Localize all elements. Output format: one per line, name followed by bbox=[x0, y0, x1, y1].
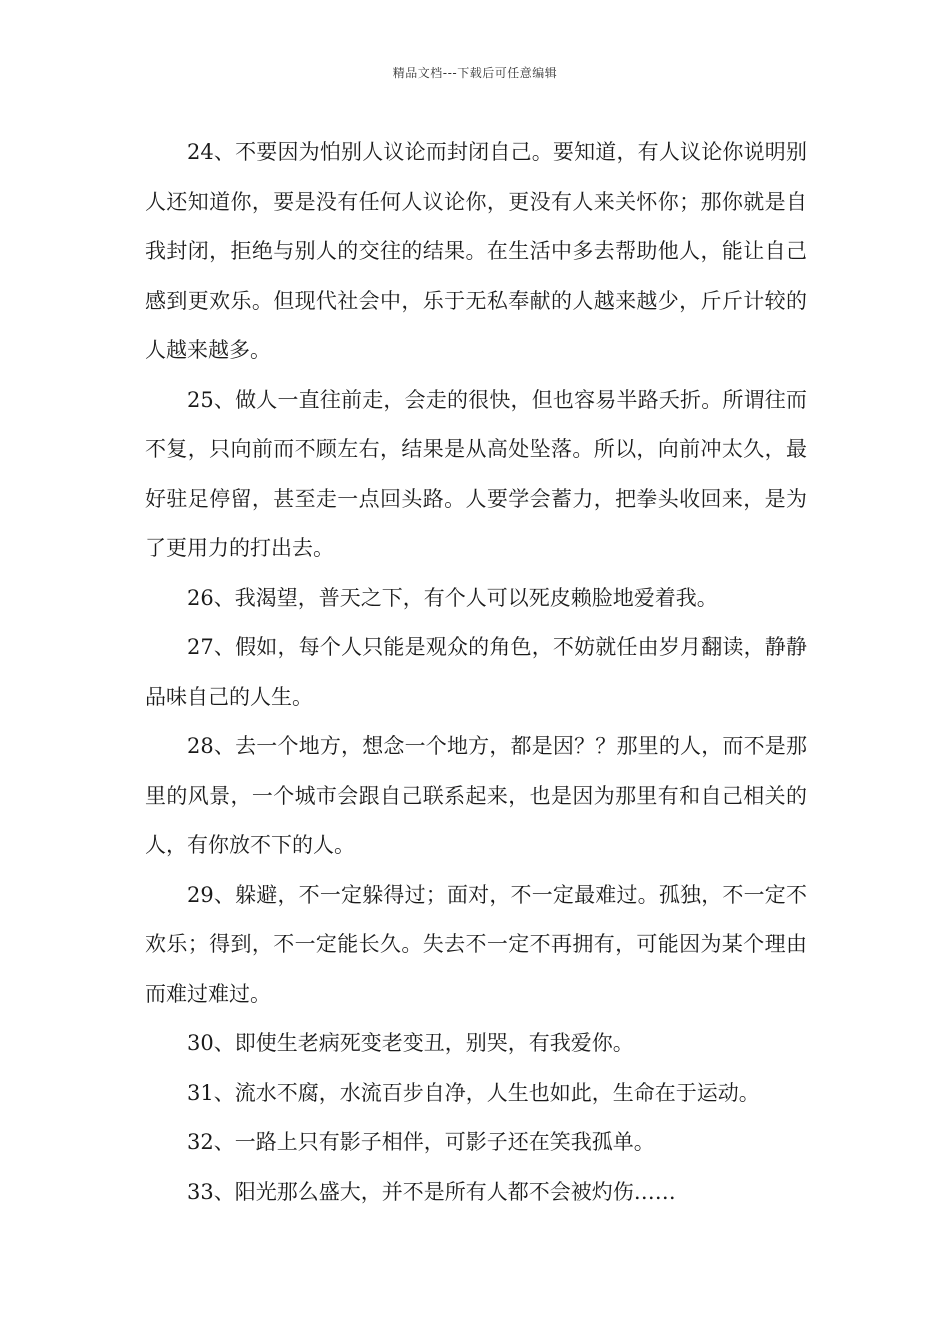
paragraph-28: 28、去一个地方，想念一个地方，都是因？？那里的人，而不是那里的风景，一个城市会跟自己联系起来，也是因为那里有和自己相关的人，有你放不下的人。 bbox=[145, 734, 807, 857]
paragraph-27: 27、假如，每个人只能是观众的角色，不妨就任由岁月翻读，静静品味自己的人生。 bbox=[145, 635, 807, 709]
paragraph-24: 24、不要因为怕别人议论而封闭自己。要知道，有人议论你说明别人还知道你，要是没有任何人议论你，更没有人来关怀你；那你就是自我封闭，拒绝与别人的交往的结果。在生活中多去帮助他人，能让自己感到更欢乐。但现代社会中，乐于无私奉献的人越来越少，斤斤计较的人越来越多。 bbox=[145, 140, 807, 362]
paragraph-29: 29、躲避，不一定躲得过；面对，不一定最难过。孤独，不一定不欢乐；得到，不一定能长久。失去不一定不再拥有，可能因为某个理由而难过难过。 bbox=[145, 882, 807, 1006]
page-header: 精品文档---下载后可任意编辑 bbox=[392, 66, 558, 80]
paragraph-26: 26、我渴望，普天之下，有个人可以死皮赖脸地爱着我。 bbox=[187, 585, 718, 610]
document-body bbox=[145, 128, 807, 1217]
paragraph-32: 32、一路上只有影子相伴，可影子还在笑我孤单。 bbox=[187, 1130, 655, 1154]
paragraph-30: 30、即使生老病死变老变丑，别哭，有我爱你。 bbox=[187, 1031, 634, 1055]
paragraph-25: 25、做人一直往前走，会走的很快，但也容易半路夭折。所谓往而不复，只向前而不顾左右，结果是从高处坠落。所以，向前冲太久，最好驻足停留，甚至走一点回头路。人要学会蓄力，把拳头收回来，是为了更用力的打出去。 bbox=[145, 387, 807, 560]
paragraph-31: 31、流水不腐，水流百步自净，人生也如此，生命在于运动。 bbox=[187, 1080, 760, 1105]
paragraph-33: 33、阳光那么盛大，并不是所有人都不会被灼伤…… bbox=[187, 1179, 676, 1204]
